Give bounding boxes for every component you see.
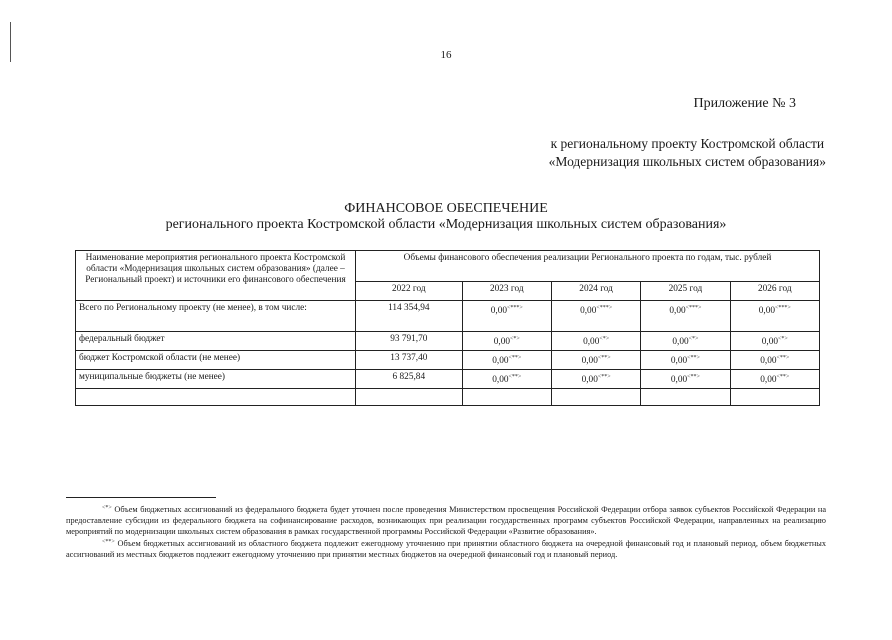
value-2022: 93 791,70 <box>356 332 463 351</box>
year-header-2025: 2025 год <box>641 282 730 301</box>
value-2025: 0,00<***> <box>641 301 730 332</box>
year-header-2024: 2024 год <box>551 282 640 301</box>
value-2025: 0,00<**> <box>641 351 730 370</box>
appendix-title: Приложение № 3 <box>693 96 796 111</box>
name-column-header: Наименование мероприятия регионального проекта Костромской области «Модернизация школьных систем образования» (далее – Региональный проект) и источники его финансового обеспечения <box>76 251 356 301</box>
value-2024: 0,00<*> <box>551 332 640 351</box>
document-title-line-1: ФИНАНСОВОЕ ОБЕСПЕЧЕНИЕ <box>344 201 548 216</box>
table-row-federal <box>76 332 820 351</box>
footnote-1-mark: <*> <box>102 505 112 511</box>
page-number: 16 <box>440 49 452 61</box>
value-2026: 0,00<*> <box>730 332 819 351</box>
funding-group-header: Объемы финансового обеспечения реализации Регионального проекта по годам, тыс. рублей <box>356 251 820 282</box>
footnote-2-text: Объем бюджетных ассигнований из областного бюджета подлежит ежегодному уточнению при принятии областного бюджета на очередной финансовый год и плановый период, объем бюджетных ассигнований из местных бюджетов подлежит ежегодному уточнению при принятии местных бюджетов на очередной финансовый год и плановый период. <box>66 539 826 559</box>
value-2025: 0,00<**> <box>641 370 730 389</box>
value-2026: 0,00<***> <box>730 301 819 332</box>
footnote-2-mark: <**> <box>102 539 115 545</box>
value-2024: 0,00<***> <box>551 301 640 332</box>
value-2022: 6 825,84 <box>356 370 463 389</box>
document-title-line-2: регионального проекта Костромской области «Модернизация школьных систем образования» <box>165 217 727 232</box>
value-2025: 0,00<*> <box>641 332 730 351</box>
footnotes <box>66 503 826 560</box>
financing-table <box>75 250 820 406</box>
table-row-regional <box>76 351 820 370</box>
row-label: бюджет Костромской области (не менее) <box>76 351 356 370</box>
value-2023: 0,00<**> <box>462 351 551 370</box>
value-2022: 114 354,94 <box>356 301 463 332</box>
appendix-line-1: к региональному проекту Костромской области <box>550 136 825 151</box>
footnote-1-text: Объем бюджетных ассигнований из федерального бюджета будет уточнен после проведения Министерством просвещения Российской Федерации отбора заявок субъектов Российской Федерации на предоставление субсидии из федерального бюджета на софинансирование расходов, возникающих при реализации государственных программ субъектов Российской Федерации, направленных на реализацию мероприятий по модернизации школьных систем образования в рамках государственной программы Российской Федерации «Развитие образования». <box>66 505 826 536</box>
table-blank-row <box>76 389 820 406</box>
value-2022: 13 737,40 <box>356 351 463 370</box>
document-title <box>0 201 892 233</box>
row-label: муниципальные бюджеты (не менее) <box>76 370 356 389</box>
value-2026: 0,00<**> <box>730 370 819 389</box>
table-row-total <box>76 301 820 332</box>
value-2023: 0,00<***> <box>462 301 551 332</box>
footnote-2 <box>66 537 826 560</box>
row-label: Всего по Региональному проекту (не менее), в том числе: <box>76 301 356 332</box>
value-2024: 0,00<**> <box>551 370 640 389</box>
year-header-2022: 2022 год <box>356 282 463 301</box>
year-header-2026: 2026 год <box>730 282 819 301</box>
value-2024: 0,00<**> <box>551 351 640 370</box>
value-2023: 0,00<**> <box>462 370 551 389</box>
table-row-municipal <box>76 370 820 389</box>
appendix-line-2: «Модернизация школьных систем образования» <box>548 154 826 169</box>
value-2023: 0,00<*> <box>462 332 551 351</box>
appendix-subtitle <box>549 135 826 171</box>
year-header-2023: 2023 год <box>462 282 551 301</box>
footnote-1 <box>66 503 826 537</box>
value-2026: 0,00<**> <box>730 351 819 370</box>
row-label: федеральный бюджет <box>76 332 356 351</box>
footnote-separator <box>66 497 216 498</box>
